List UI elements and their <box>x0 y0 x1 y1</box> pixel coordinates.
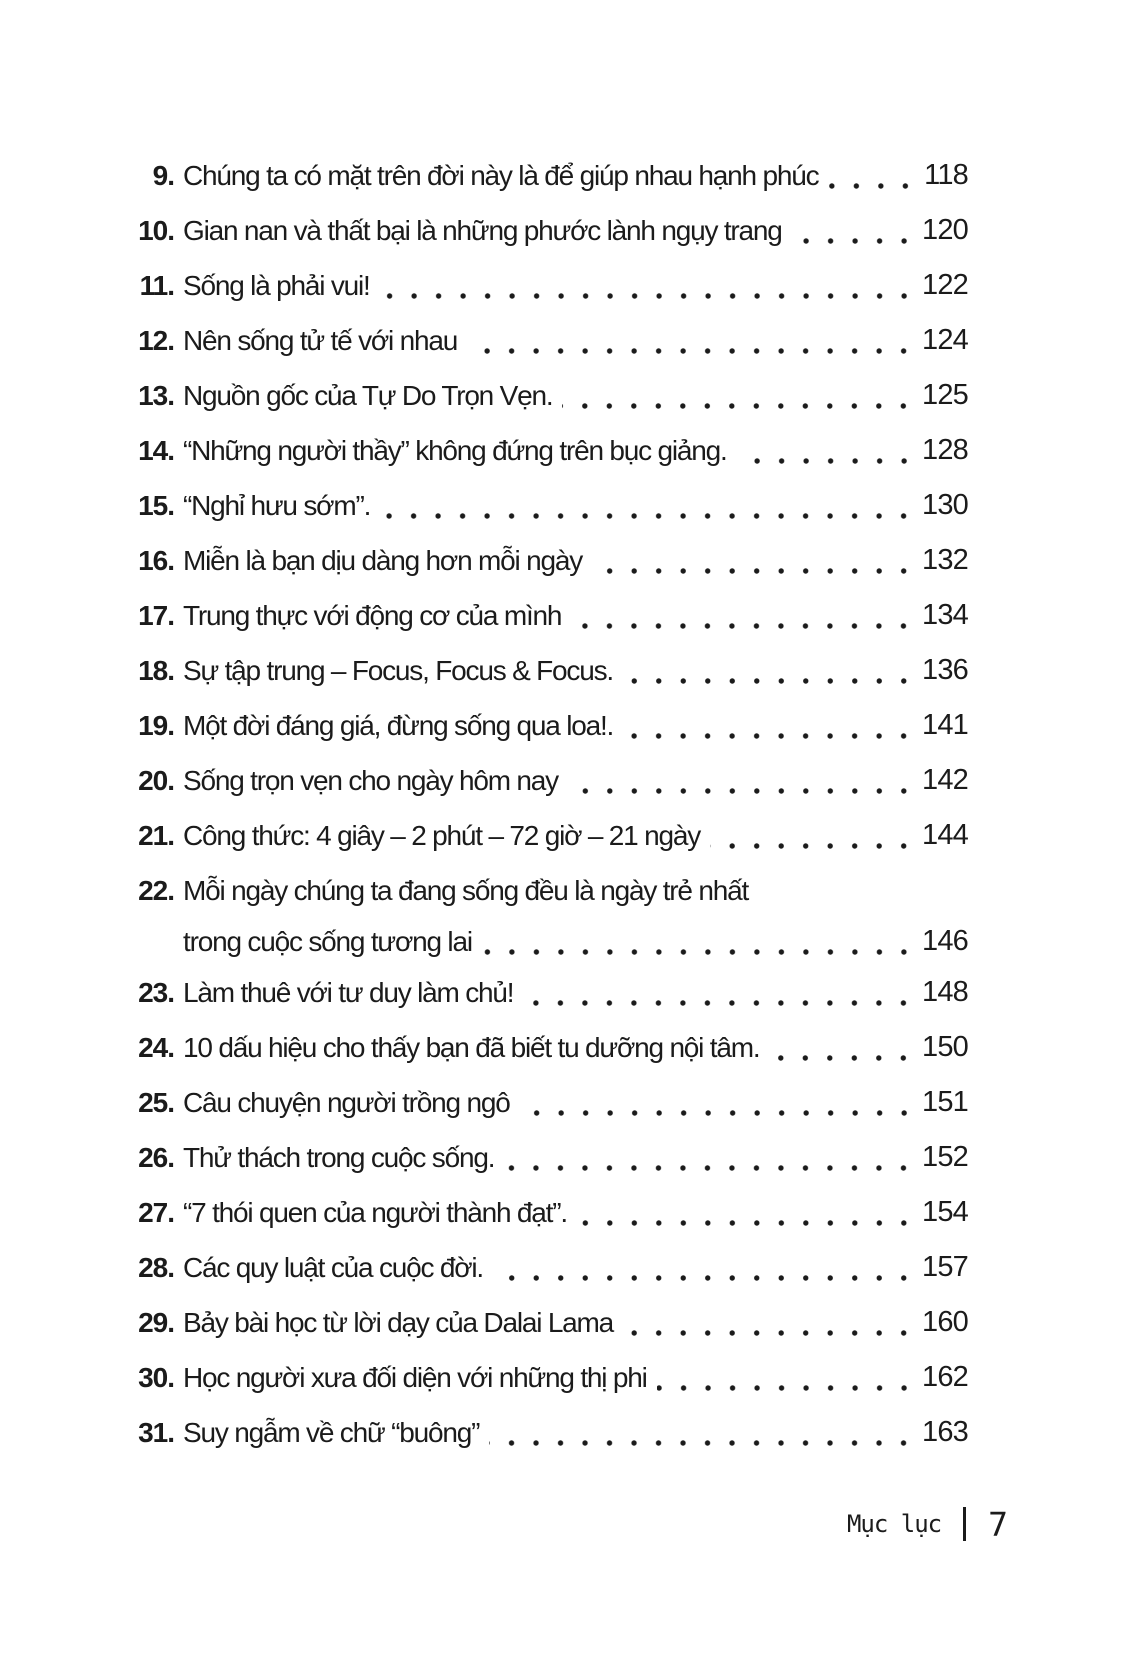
toc-entry-title: Bảy bài học từ lời dạy của Dalai Lama <box>183 1306 614 1338</box>
dot-leader <box>504 1130 916 1185</box>
toc-entry-line <box>183 918 968 965</box>
toc-entry-page: 132 <box>922 544 968 576</box>
toc-entry-body <box>183 588 968 643</box>
footer-divider-rule <box>963 1507 966 1541</box>
toc-entry-body <box>183 1240 968 1295</box>
toc-entry-line <box>183 1075 968 1130</box>
toc-entry-page: 120 <box>922 214 968 246</box>
toc-entry <box>125 368 968 423</box>
toc-entry <box>125 965 968 1020</box>
toc-entry-line <box>183 1020 968 1075</box>
toc-entry-number: 16. <box>138 544 174 576</box>
toc-entry-body <box>183 808 968 863</box>
toc-entry-line <box>183 1240 968 1295</box>
toc-entry-line <box>183 698 968 753</box>
toc-entry-line <box>183 1350 968 1405</box>
toc-entry-page: 152 <box>922 1141 968 1173</box>
toc-entry <box>125 1240 968 1295</box>
toc-entry-number: 22. <box>138 874 174 906</box>
dot-leader <box>571 588 916 643</box>
footer-section-label: Mục lục <box>846 1510 942 1538</box>
toc-entry-body <box>183 863 968 965</box>
toc-entry-line <box>183 1405 968 1460</box>
toc-entry-body <box>183 1350 968 1405</box>
toc-entry-number: 15. <box>138 489 174 521</box>
toc-entry-page: 118 <box>924 159 968 191</box>
toc-entry-number: 21. <box>138 819 174 851</box>
toc-entry-number: 18. <box>138 654 174 686</box>
toc-entry-page: 160 <box>922 1306 968 1338</box>
toc-entry-title: Nguồn gốc của Tự Do Trọn Vẹn. <box>183 379 553 411</box>
toc-entry-body <box>183 643 968 698</box>
page-footer <box>847 1502 1008 1546</box>
toc-entry-number: 31. <box>138 1416 174 1448</box>
toc-entry <box>125 698 968 753</box>
toc-entry-body <box>183 203 968 258</box>
dot-leader <box>792 203 916 258</box>
toc-entry-page: 157 <box>922 1251 968 1283</box>
toc-entry-title: 10 dấu hiệu cho thấy bạn đã biết tu dưỡng nội tâm. <box>183 1031 760 1063</box>
dot-leader <box>657 1350 916 1405</box>
toc-entry-number: 10. <box>138 214 174 246</box>
toc-entry <box>125 533 968 588</box>
toc-entry-page: 125 <box>922 379 968 411</box>
toc-entry-page: 141 <box>922 709 968 741</box>
dot-leader <box>769 1020 916 1075</box>
toc-entry-body <box>183 698 968 753</box>
toc-entry-title: Công thức: 4 giây – 2 phút – 72 giờ – 21 ngày <box>183 819 701 851</box>
toc-entry-page: 128 <box>922 434 968 466</box>
toc-entry-line <box>183 533 968 588</box>
toc-entry-number: 27. <box>138 1196 174 1228</box>
toc-entry-line <box>183 753 968 808</box>
toc-entry-body <box>183 148 968 203</box>
toc-entry-title: Làm thuê với tư duy làm chủ! <box>183 976 514 1008</box>
toc-entry-number: 11. <box>139 269 174 301</box>
toc-entry-title: Chúng ta có mặt trên đời này là để giúp nhau hạnh phúc <box>183 159 819 191</box>
toc-entry <box>125 753 968 808</box>
toc-entry-body <box>183 478 968 533</box>
toc-entry <box>125 1020 968 1075</box>
dot-leader <box>380 258 916 313</box>
toc-entry <box>125 1075 968 1130</box>
footer-page-number: 7 <box>988 1504 1008 1544</box>
toc-entry-title: Trung thực với động cơ của mình <box>183 599 562 631</box>
toc-entry-body <box>183 1075 968 1130</box>
toc-entry <box>125 808 968 863</box>
toc-entry-line <box>183 313 968 368</box>
toc-entry-title: “Nghỉ hưu sớm”. <box>183 489 371 521</box>
toc-entry-title: Nên sống tử tế với nhau <box>183 324 458 356</box>
toc-entry-body <box>183 753 968 808</box>
toc-entry-title: Miễn là bạn dịu dàng hơn mỗi ngày <box>183 544 583 576</box>
dot-leader <box>523 965 916 1020</box>
dot-leader <box>520 1075 916 1130</box>
toc-entry <box>125 643 968 698</box>
toc-entry-page: 162 <box>922 1361 968 1393</box>
dot-leader <box>592 533 916 588</box>
toc-entry-title: Thử thách trong cuộc sống. <box>183 1141 495 1173</box>
toc-entry-number: 17. <box>138 599 174 631</box>
toc-entry-page: 124 <box>922 324 968 356</box>
toc-entry-line <box>183 478 968 533</box>
toc-entry-page: 144 <box>922 819 968 851</box>
toc-entry-title: Suy ngẫm về chữ “buông” <box>183 1416 480 1448</box>
toc-entry-line <box>183 1295 968 1350</box>
toc-entry-page: 142 <box>922 764 968 796</box>
toc-entry-line <box>183 368 968 423</box>
toc-entry-page: 151 <box>922 1086 968 1118</box>
dot-leader <box>482 918 916 965</box>
dot-leader <box>710 808 916 863</box>
toc-entry-page: 130 <box>922 489 968 521</box>
toc-entry-body <box>183 1130 968 1185</box>
toc-entry-line <box>183 148 968 203</box>
dot-leader <box>380 478 916 533</box>
toc-entry-line <box>183 423 968 478</box>
toc-entry <box>125 1130 968 1185</box>
dot-leader <box>623 698 916 753</box>
toc-entry-line <box>183 588 968 643</box>
toc-entry-line <box>183 965 968 1020</box>
toc-entry-page: 163 <box>922 1416 968 1448</box>
toc-entry <box>125 588 968 643</box>
toc-entry-title: Câu chuyện người trồng ngô <box>183 1086 510 1118</box>
toc-entry-body <box>183 1020 968 1075</box>
toc-entry-body <box>183 423 968 478</box>
toc-entry <box>125 1350 968 1405</box>
toc-entry-body <box>183 258 968 313</box>
toc-entry-body <box>183 368 968 423</box>
toc-entry-page: 154 <box>922 1196 968 1228</box>
toc-entry <box>125 313 968 368</box>
toc-entry-page: 134 <box>922 599 968 631</box>
toc-entry-title: Sống là phải vui! <box>183 269 370 301</box>
dot-leader <box>737 423 916 478</box>
toc-entry-body <box>183 1405 968 1460</box>
toc-entry-number: 24. <box>138 1031 174 1063</box>
dot-leader <box>489 1405 916 1460</box>
toc-entry-title: Mỗi ngày chúng ta đang sống đều là ngày trẻ nhất <box>183 874 749 906</box>
toc-entry-title: trong cuộc sống tương lai <box>183 925 472 957</box>
toc-entry-body <box>183 1185 968 1240</box>
toc-entry-number: 23. <box>138 976 174 1008</box>
toc-entry <box>125 1185 968 1240</box>
toc-entry-page: 150 <box>922 1031 968 1063</box>
toc-entry-line <box>183 203 968 258</box>
toc-entry-title: Một đời đáng giá, đừng sống qua loa!. <box>183 709 614 741</box>
toc-entry-page: 148 <box>922 976 968 1008</box>
dot-leader <box>828 148 918 203</box>
toc-entry-page: 146 <box>922 925 968 957</box>
toc-entry-body <box>183 533 968 588</box>
toc-entry <box>125 203 968 258</box>
toc-entry <box>125 863 968 965</box>
toc-entry <box>125 148 968 203</box>
toc-entry-body <box>183 313 968 368</box>
toc-entry-body <box>183 1295 968 1350</box>
dot-leader <box>623 1295 916 1350</box>
toc-entry-number: 29. <box>138 1306 174 1338</box>
toc-entry-page: 136 <box>922 654 968 686</box>
dot-leader <box>562 368 916 423</box>
toc-entry-number: 9. <box>152 159 174 191</box>
toc-entry-number: 14. <box>138 434 174 466</box>
dot-leader <box>623 643 916 698</box>
toc-entry-line <box>183 1185 968 1240</box>
toc-entry-title: Học người xưa đối diện với những thị phi <box>183 1361 647 1393</box>
toc-entry <box>125 478 968 533</box>
dot-leader <box>577 1185 916 1240</box>
toc-entry <box>125 423 968 478</box>
toc-entry-number: 25. <box>138 1086 174 1118</box>
toc-entry-line <box>183 808 968 863</box>
toc-entry-title: Gian nan và thất bại là những phước lành ngụy trang <box>183 214 782 246</box>
toc-entry-line <box>183 863 968 918</box>
toc-entry-number: 20. <box>138 764 174 796</box>
toc-entry-number: 13. <box>138 379 174 411</box>
toc-list <box>125 148 968 1460</box>
toc-entry-number: 30. <box>138 1361 174 1393</box>
toc-entry-line <box>183 258 968 313</box>
dot-leader <box>568 753 916 808</box>
toc-entry-number: 19. <box>138 709 174 741</box>
toc-entry-body <box>183 965 968 1020</box>
toc-entry-title: Sống trọn vẹn cho ngày hôm nay <box>183 764 558 796</box>
toc-entry <box>125 258 968 313</box>
toc-entry-line <box>183 1130 968 1185</box>
toc-entry-number: 28. <box>138 1251 174 1283</box>
dot-leader <box>493 1240 916 1295</box>
toc-entry-title: Sự tập trung – Focus, Focus & Focus. <box>183 654 613 686</box>
toc-entry <box>125 1295 968 1350</box>
toc-entry-title: “Những người thầy” không đứng trên bục giảng. <box>183 434 727 466</box>
toc-entry-title: “7 thói quen của người thành đạt”. <box>183 1196 567 1228</box>
toc-entry-line <box>183 643 968 698</box>
toc-entry-number: 12. <box>138 324 174 356</box>
toc-entry-number: 26. <box>138 1141 174 1173</box>
toc-entry <box>125 1405 968 1460</box>
dot-leader <box>467 313 916 368</box>
toc-entry-page: 122 <box>922 269 968 301</box>
toc-entry-title: Các quy luật của cuộc đời. <box>183 1251 484 1283</box>
